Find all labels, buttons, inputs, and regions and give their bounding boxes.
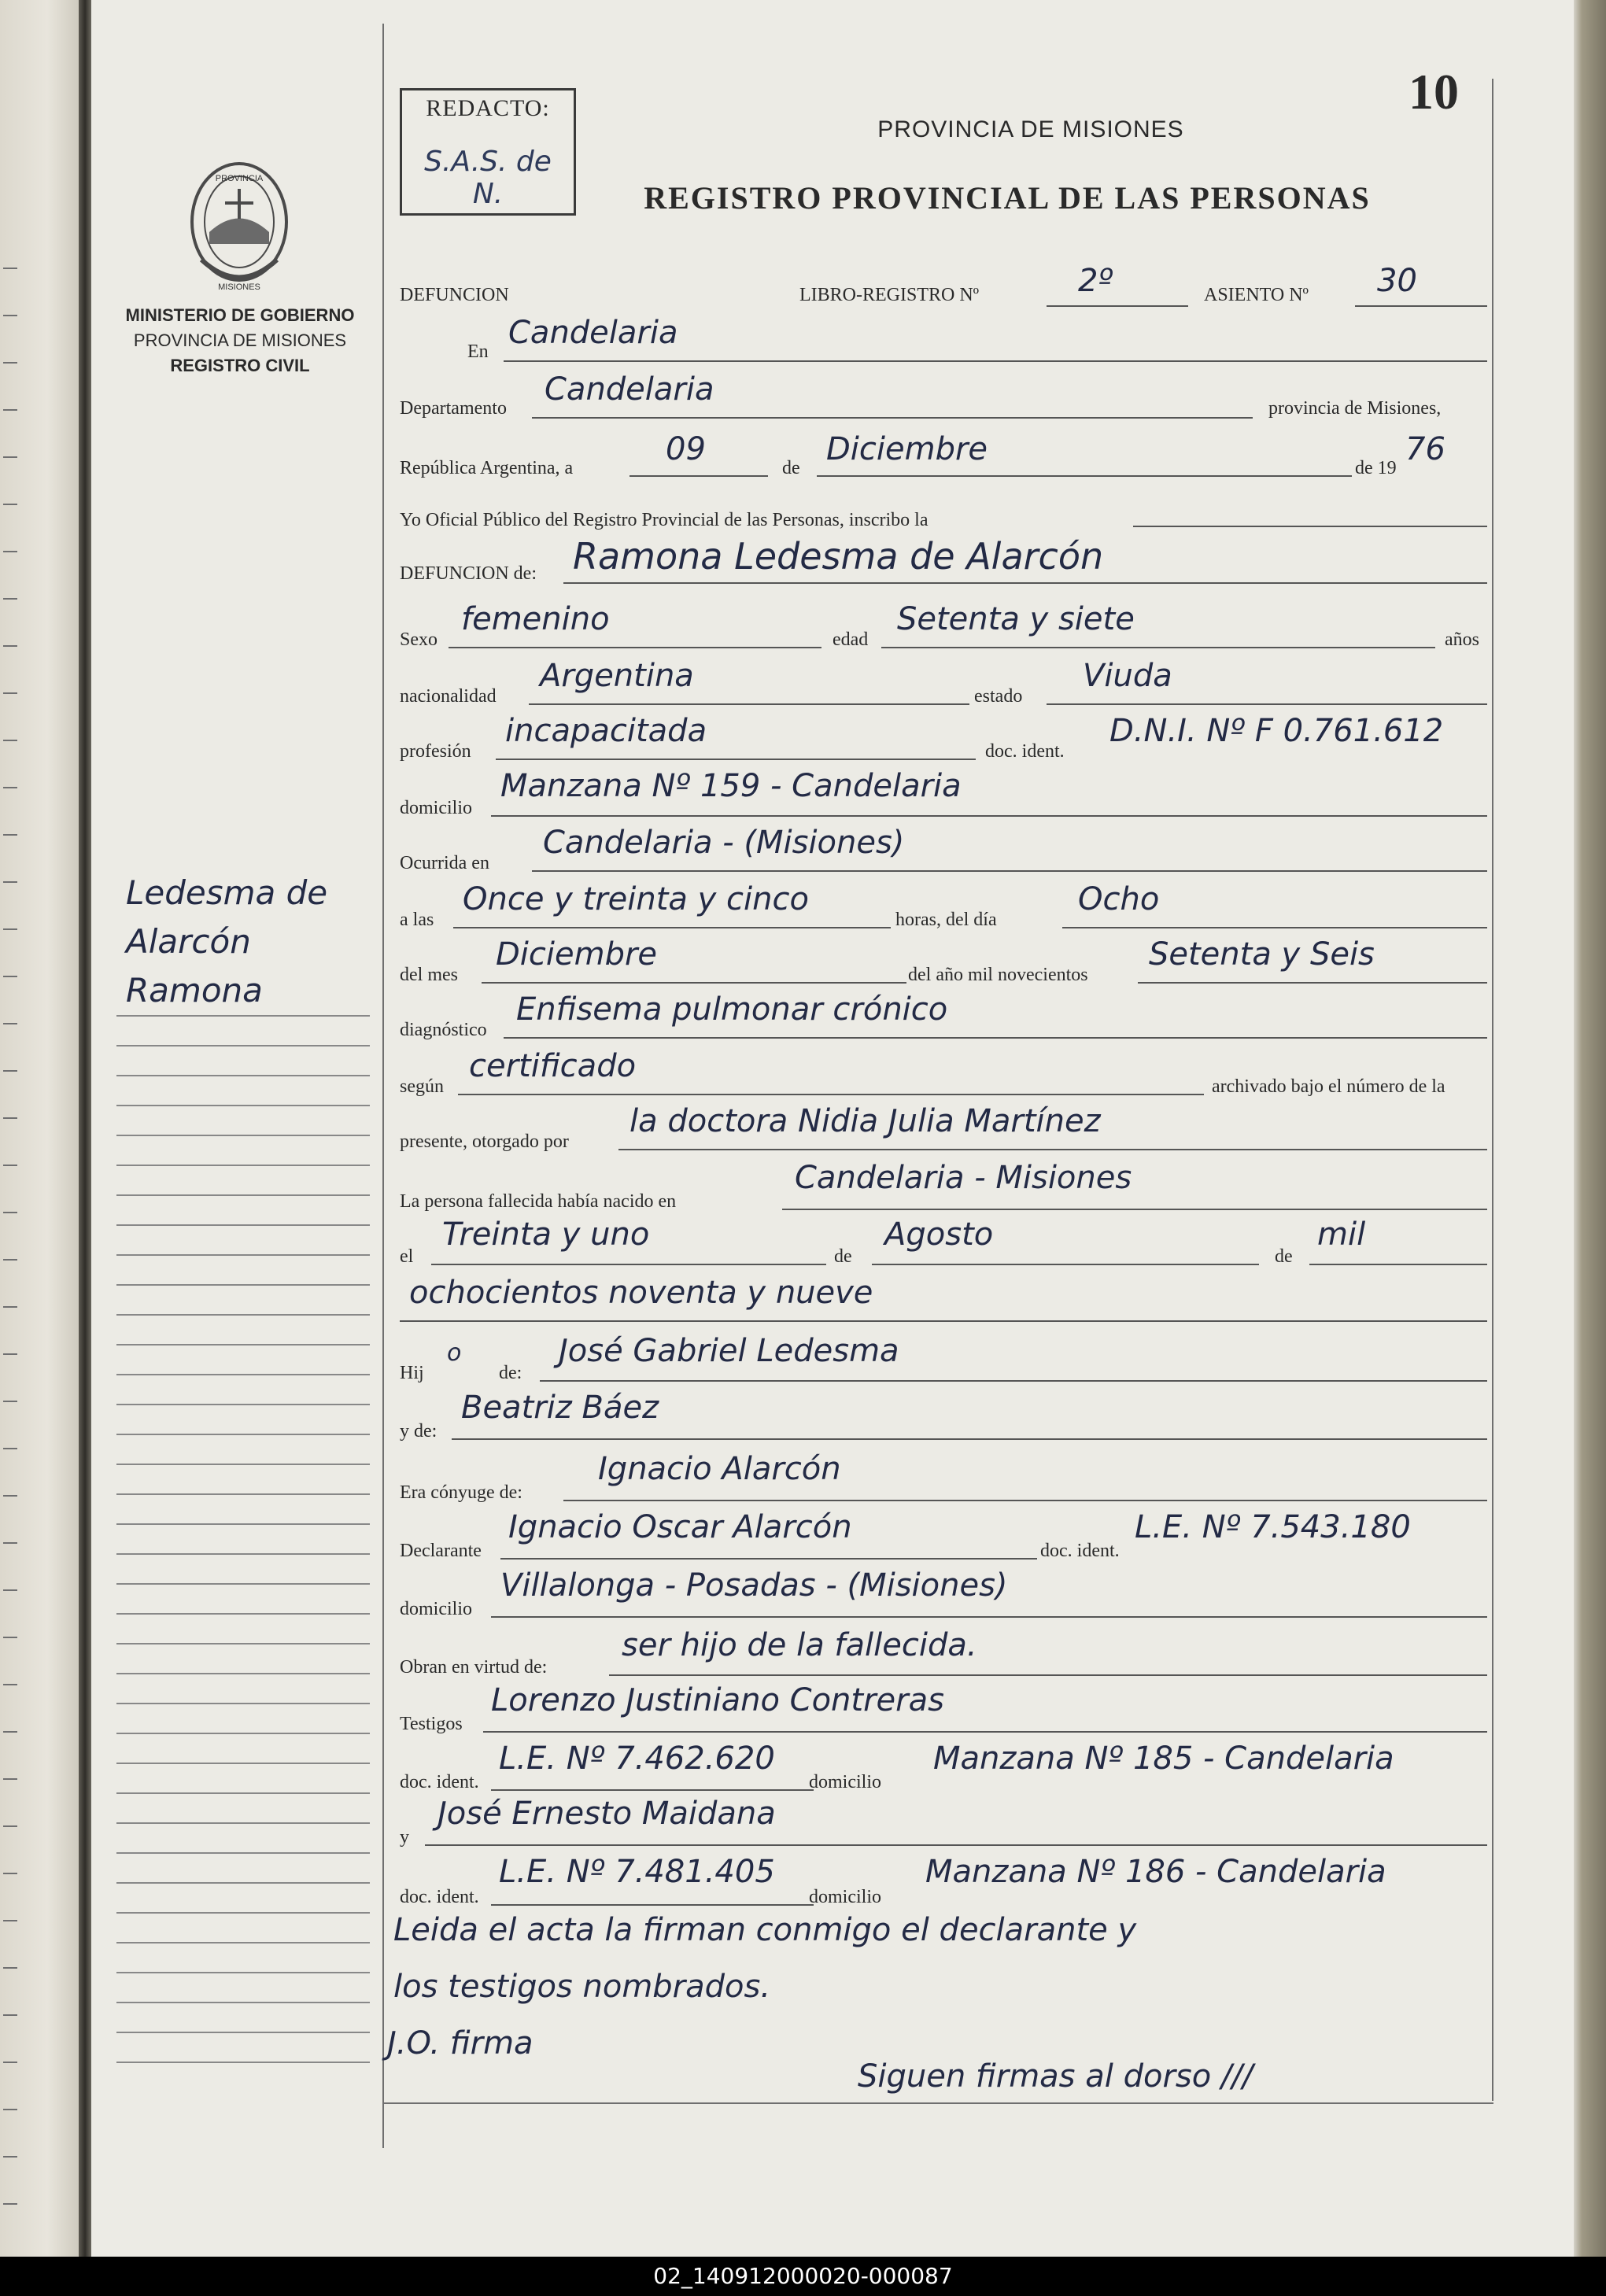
value-mes-muerte: Diciembre [496,936,658,973]
label-nacionalidad: nacionalidad [400,686,497,707]
value-testigo-1-dom: Manzana Nº 185 - Candelaria [933,1740,1394,1777]
facing-page-tick [3,2156,17,2158]
value-dia: 09 [666,431,706,467]
margin-ruled-line [116,1972,370,1973]
margin-ruled-line [116,1673,370,1674]
facing-page-tick [3,1637,17,1638]
stamp-label: REDACTO: [426,95,550,121]
margin-ruled-line [116,1643,370,1644]
label-profesion: profesión [400,741,471,762]
facing-page-tick [3,2062,17,2063]
value-nacido-en: Candelaria - Misiones [795,1160,1132,1196]
facing-page-tick [3,692,17,694]
margin-ruled-line [116,1703,370,1704]
margin-ruled-line [116,1942,370,1943]
label-hijo: Hij [400,1363,424,1383]
label-y-de: y de: [400,1421,437,1441]
facing-page-tick [3,1070,17,1072]
label-doc-ident-3: doc. ident. [400,1772,479,1792]
label-el: el [400,1246,414,1267]
page-number: 10 [1408,64,1459,120]
margin-note-line-2: Alarcón [126,922,251,961]
facing-page-tick [3,504,17,505]
label-en: En [467,341,489,362]
facing-page-tick [3,1920,17,1921]
label-a-las: a las [400,910,434,930]
margin-ruled-line [116,1135,370,1136]
value-testigo-2: José Ernesto Maidana [437,1796,776,1832]
bottom-rule [382,2102,1493,2104]
margin-ruled-line [116,1224,370,1226]
value-ano-muerte: Setenta y Seis [1149,936,1375,973]
facing-page-tick [3,1306,17,1308]
book-spine [79,0,91,2296]
redacto-stamp [400,88,576,216]
facing-page-tick [3,1825,17,1827]
label-conyuge: Era cónyuge de: [400,1482,522,1503]
margin-ruled-line [116,1553,370,1555]
value-profesion: incapacitada [505,713,707,749]
label-sexo: Sexo [400,629,437,650]
value-mes: Diciembre [826,431,988,467]
closing-line-2: los testigos nombrados. [393,1969,771,2005]
value-sexo: femenino [461,601,610,637]
facing-page-tick [3,1117,17,1119]
facing-page-tick [3,315,17,316]
facing-page-tick [3,834,17,836]
label-declarante: Declarante [400,1541,482,1561]
label-departamento: Departamento [400,398,507,419]
facing-page-tick [3,362,17,364]
label-domicilio-4: domicilio [809,1887,881,1907]
value-estado: Viuda [1083,658,1172,694]
right-rule [1492,79,1493,2101]
margin-ruled-line [116,1344,370,1345]
facing-page-tick [3,598,17,600]
margin-ruled-line [116,1613,370,1615]
label-de: de [782,458,800,478]
ministry-line-1: MINISTERIO DE GOBIERNO [125,305,355,325]
margin-ruled-line [116,1194,370,1196]
margin-ruled-line [116,1583,370,1585]
value-nac-dia: Treinta y uno [442,1216,650,1253]
value-declarante-doc: L.E. Nº 7.543.180 [1135,1509,1411,1545]
margin-ruled-line [116,1434,370,1435]
label-republica: República Argentina, a [400,458,574,478]
page-edge-right [1574,0,1606,2296]
margin-note-line-1: Ledesma de [126,873,328,912]
siguen-firmas: Siguen firmas al dorso /// [858,2058,1253,2095]
facing-page-tick [3,1684,17,1685]
facing-page-tick [3,645,17,647]
label-y: y [400,1827,409,1848]
facing-page-tick [3,1448,17,1449]
registry-title: REGISTRO PROVINCIAL DE LAS PERSONAS [644,180,1371,216]
margin-ruled-line [116,1464,370,1465]
value-testigo-2-dom: Manzana Nº 186 - Candelaria [925,1854,1386,1890]
seal-bottom-text: MISIONES [218,282,260,292]
label-domicilio: domicilio [400,798,472,818]
value-testigo-1: Lorenzo Justiniano Contreras [491,1682,944,1718]
margin-ruled-line [116,1882,370,1884]
label-doc-ident-2: doc. ident. [1040,1541,1120,1561]
margin-ruled-line [116,1493,370,1495]
margin-ruled-line [116,1852,370,1854]
value-conyuge: Ignacio Alarcón [598,1451,841,1487]
value-departamento: Candelaria [545,371,714,408]
label-archivado: archivado bajo el número de la [1212,1076,1445,1097]
label-domicilio-2: domicilio [400,1599,472,1619]
label-provincia: provincia de Misiones, [1268,398,1442,419]
facing-page-tick [3,881,17,883]
margin-ruled-line [116,1314,370,1316]
label-doc-ident: doc. ident. [985,741,1065,762]
value-nac-mes: Agosto [884,1216,994,1253]
label-defuncion: DEFUNCION [400,285,509,305]
label-doc-ident-4: doc. ident. [400,1887,479,1907]
margin-ruled-line [116,1165,370,1166]
value-declarante: Ignacio Oscar Alarcón [508,1509,852,1545]
value-nombre: Ramona Ledesma de Alarcón [573,535,1104,578]
value-domicilio: Manzana Nº 159 - Candelaria [500,768,962,804]
facing-page-tick [3,976,17,977]
label-de-year: de 19 [1355,458,1397,478]
facing-page-tick [3,928,17,930]
label-estado: estado [974,686,1023,707]
facing-page-tick [3,1589,17,1591]
ministry-line-3: REGISTRO CIVIL [170,356,310,375]
facing-page-tick [3,1165,17,1166]
label-del-ano: del año mil novecientos [908,965,1088,985]
facing-page-tick [3,1967,17,1969]
label-horas-dia: horas, del día [895,910,997,930]
coat-of-arms-seal [186,157,293,296]
margin-ruled-line [116,2032,370,2033]
value-hijo-suffix: o [447,1339,462,1367]
value-padre: José Gabriel Ledesma [559,1333,899,1369]
value-madre: Beatriz Báez [461,1390,659,1426]
label-defuncion-de: DEFUNCION de: [400,563,537,584]
value-nac-ano-2: ochocientos noventa y nueve [409,1275,873,1311]
label-nacido-en: La persona fallecida había nacido en [400,1191,677,1212]
facing-page-tick [3,1401,17,1402]
facing-page-tick [3,1353,17,1355]
margin-ruled-line [116,1523,370,1525]
value-obran: ser hijo de la fallecida. [622,1627,977,1663]
margin-ruled-line [116,1105,370,1106]
label-anos: años [1445,629,1479,650]
value-libro: 2º [1078,263,1113,299]
label-de-2: de [834,1246,852,1267]
facing-page-tick [3,1873,17,1874]
value-dia-muerte: Ocho [1078,881,1160,917]
margin-note-line-3: Ramona [126,971,263,1010]
margin-ruled-line [116,1822,370,1824]
value-hora: Once y treinta y cinco [463,881,809,917]
facing-page-tick [3,268,17,269]
facing-page-tick [3,1259,17,1261]
official-initials: J.O. firma [387,2025,533,2062]
image-caption: 02_140912000020-000087 [653,2263,953,2289]
margin-ruled-line [116,1075,370,1076]
label-libro: LIBRO-REGISTRO Nº [799,285,980,305]
label-de-3: de [1275,1246,1293,1267]
margin-ruled-line [116,2002,370,2003]
margin-ruled-line [116,1045,370,1046]
value-testigo-1-doc: L.E. Nº 7.462.620 [499,1740,775,1777]
label-diagnostico: diagnóstico [400,1020,487,1040]
margin-ruled-line [116,1912,370,1914]
value-segun: certificado [469,1048,637,1084]
label-presente: presente, otorgado por [400,1131,569,1152]
value-en: Candelaria [508,315,678,351]
margin-ruled-line [116,1763,370,1764]
value-edad: Setenta y siete [897,601,1135,637]
label-ocurrida-en: Ocurrida en [400,853,489,873]
margin-ruled-line [116,1404,370,1405]
ministry-line-2: PROVINCIA DE MISIONES [133,330,347,350]
label-hijo-de: de: [499,1363,522,1383]
facing-page-tick [3,1495,17,1497]
facing-page-tick [3,1542,17,1544]
label-del-mes: del mes [400,965,458,985]
facing-page-tick [3,740,17,741]
margin-ruled-line [116,1733,370,1734]
label-edad: edad [833,629,869,650]
margin-ruled-line [116,1254,370,1256]
margin-ruled-line [116,1015,370,1017]
margin-ruled-line [116,1792,370,1794]
value-declarante-dom: Villalonga - Posadas - (Misiones) [500,1567,1008,1604]
margin-ruled-line [116,2062,370,2063]
margin-rule [382,24,384,2148]
value-diagnostico: Enfisema pulmonar crónico [516,991,948,1028]
facing-page-tick [3,409,17,411]
facing-page-tick [3,2014,17,2016]
margin-ruled-line [116,1284,370,1286]
province-header: PROVINCIA DE MISIONES [877,116,1184,142]
facing-page-tick [3,1212,17,1213]
label-asiento: ASIENTO Nº [1204,285,1309,305]
facing-page-tick [3,787,17,788]
closing-line-1: Leida el acta la firman conmigo el declarante y [393,1912,1137,1948]
value-ocurrida: Candelaria - (Misiones) [543,825,905,861]
label-domicilio-3: domicilio [809,1772,881,1792]
value-otorgado: la doctora Nidia Julia Martínez [629,1103,1101,1139]
value-testigo-2-doc: L.E. Nº 7.481.405 [499,1854,775,1890]
label-obran: Obran en virtud de: [400,1657,548,1678]
facing-page-tick [3,2203,17,2205]
facing-page-tick [3,1023,17,1024]
value-nac-ano-1: mil [1317,1216,1366,1253]
facing-page-tick [3,1778,17,1780]
facing-page-tick [3,456,17,458]
facing-page-tick [3,2109,17,2110]
stamp-handwriting: S.A.S. de N. [424,146,552,210]
margin-ruled-line [116,1374,370,1375]
facing-page-tick [3,1731,17,1733]
label-segun: según [400,1076,444,1097]
left-page-edge [0,0,79,2296]
value-doc: D.N.I. Nº F 0.761.612 [1109,713,1444,749]
label-testigos: Testigos [400,1714,463,1734]
label-yo-oficial: Yo Oficial Público del Registro Provincial de las Personas, inscribo la [400,510,929,530]
facing-page-tick [3,551,17,552]
value-nacionalidad: Argentina [540,658,694,694]
value-asiento: 30 [1377,263,1417,299]
seal-top-text: PROVINCIA [215,174,264,183]
value-ano: 76 [1405,431,1445,467]
